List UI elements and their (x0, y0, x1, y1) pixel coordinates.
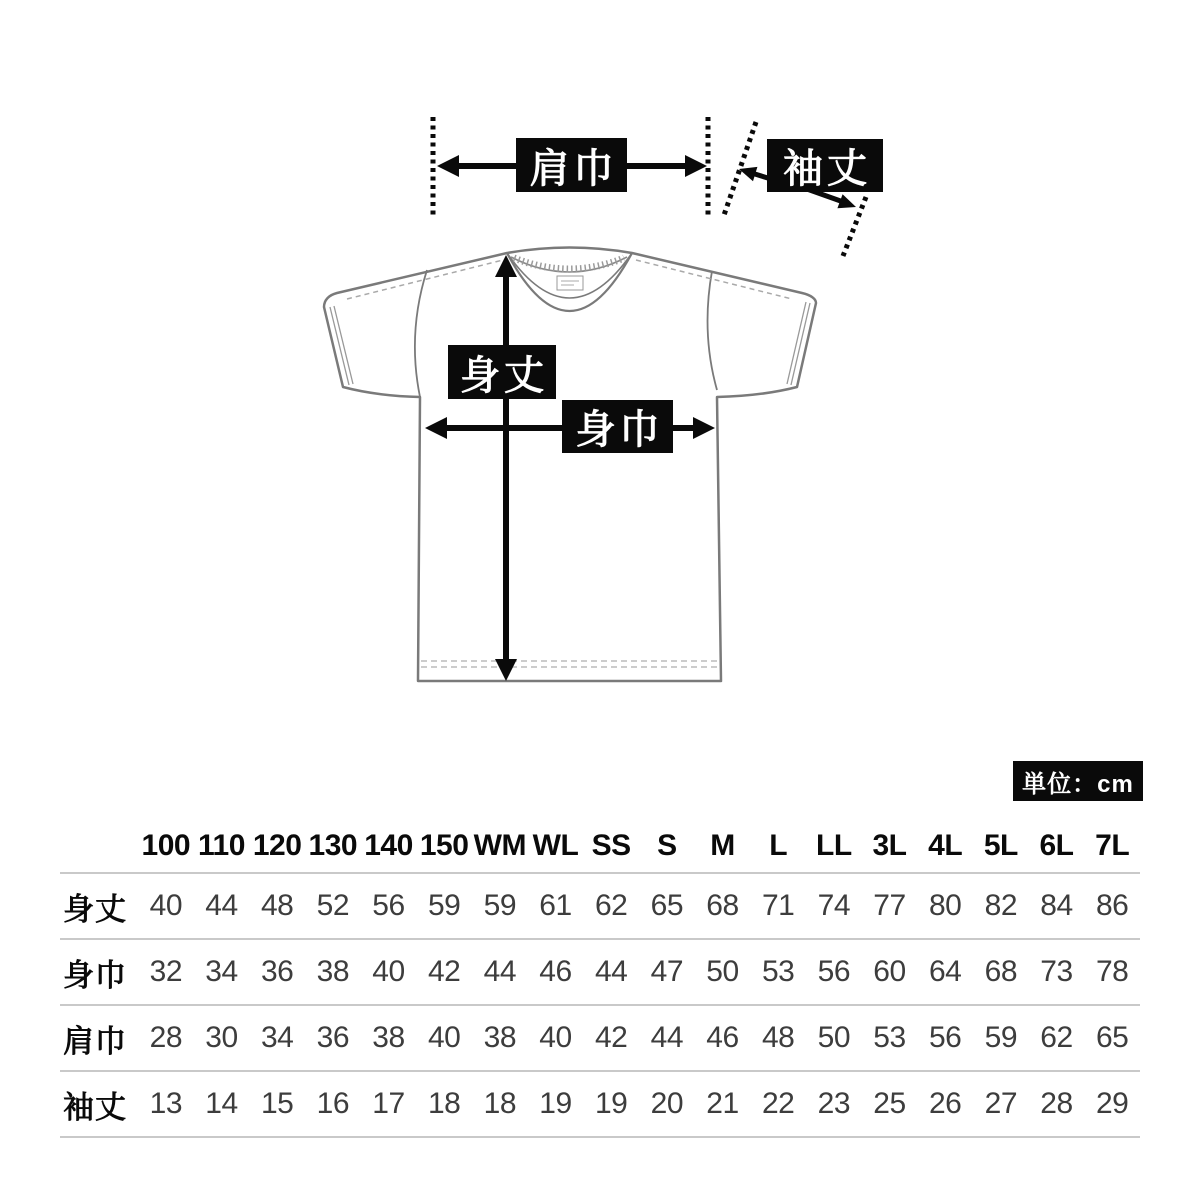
size-value: 50 (706, 955, 739, 988)
size-value: 34 (205, 955, 238, 988)
size-value: 86 (1095, 889, 1129, 922)
size-value: 16 (316, 1087, 350, 1120)
size-value: 78 (1095, 955, 1129, 988)
size-value: 38 (372, 1021, 405, 1054)
brand-neck-label (557, 276, 583, 290)
size-value: 71 (761, 889, 795, 922)
size-value: 42 (427, 955, 461, 988)
shoulder-width-label: 肩巾 (516, 138, 627, 192)
size-value: 28 (149, 1021, 183, 1054)
size-value: 68 (706, 889, 739, 922)
size-value: 13 (149, 1087, 183, 1120)
column-header: 3L (872, 829, 907, 862)
size-value: 46 (539, 955, 572, 988)
size-value: 44 (483, 955, 517, 988)
shoulder-arrowhead-left (437, 155, 459, 177)
size-value: 56 (817, 955, 851, 988)
size-value: 32 (149, 955, 183, 988)
size-value: 50 (817, 1021, 851, 1054)
size-value: 17 (372, 1087, 405, 1120)
size-value: 36 (260, 955, 294, 988)
column-header: L (769, 829, 788, 862)
size-value: 19 (539, 1087, 572, 1120)
sleeve-arrowhead-lower (837, 194, 856, 208)
size-value: 38 (316, 955, 350, 988)
size-value: 40 (539, 1021, 572, 1054)
size-value: 47 (650, 955, 684, 988)
size-value: 48 (260, 889, 294, 922)
size-value: 14 (205, 1087, 238, 1120)
body-length-label: 身丈 (448, 345, 556, 399)
row-label: 肩巾 (63, 1023, 127, 1059)
row-label: 身巾 (63, 957, 127, 993)
size-value: 29 (1095, 1087, 1129, 1120)
size-value: 44 (650, 1021, 684, 1054)
size-value: 73 (1040, 955, 1073, 988)
table-row (60, 1004, 1140, 1070)
size-value: 23 (817, 1087, 851, 1120)
table-row (60, 1070, 1140, 1136)
column-header: LL (816, 829, 852, 862)
size-value: 42 (594, 1021, 628, 1054)
column-header: 140 (364, 829, 413, 862)
size-value: 38 (483, 1021, 517, 1054)
size-value: 27 (984, 1087, 1018, 1120)
size-value: 74 (817, 889, 851, 922)
size-value: 52 (316, 889, 350, 922)
column-header: SS (591, 829, 631, 862)
size-value: 26 (928, 1087, 962, 1120)
size-value: 59 (483, 889, 517, 922)
column-header: M (710, 829, 735, 862)
column-header: 130 (308, 829, 358, 862)
size-value: 44 (205, 889, 238, 922)
size-value: 53 (873, 1021, 906, 1054)
column-header: 150 (419, 829, 469, 862)
size-value: 56 (928, 1021, 962, 1054)
row-label: 袖丈 (63, 1089, 127, 1125)
size-value: 65 (650, 889, 684, 922)
tshirt-drawing (324, 248, 816, 682)
size-value: 82 (984, 889, 1018, 922)
size-value: 64 (928, 955, 962, 988)
size-value: 19 (594, 1087, 628, 1120)
body-length-arrow-shaft (503, 270, 509, 666)
size-value: 36 (316, 1021, 350, 1054)
shoulder-arrowhead-right (685, 155, 707, 177)
size-value: 34 (260, 1021, 294, 1054)
column-header: WL (532, 829, 579, 862)
size-value: 21 (706, 1087, 739, 1120)
row-label: 身丈 (63, 891, 127, 927)
size-value: 62 (1040, 1021, 1073, 1054)
size-value: 77 (873, 889, 906, 922)
size-value: 60 (873, 955, 906, 988)
size-value: 84 (1040, 889, 1073, 922)
column-header: 120 (252, 829, 302, 862)
corner-cell (60, 820, 138, 872)
column-header: 5L (983, 829, 1018, 862)
size-value: 18 (427, 1087, 461, 1120)
size-value: 62 (594, 889, 628, 922)
column-header: 6L (1039, 829, 1074, 862)
size-value: 22 (761, 1087, 795, 1120)
size-value: 40 (149, 889, 183, 922)
column-header: S (657, 829, 677, 862)
size-value: 61 (539, 889, 572, 922)
column-header: 100 (141, 829, 191, 862)
size-value: 40 (372, 955, 405, 988)
table-header-row (60, 820, 1140, 872)
size-value: 25 (873, 1087, 906, 1120)
size-value: 46 (706, 1021, 739, 1054)
column-header: 110 (198, 829, 245, 862)
column-header: 4L (928, 829, 963, 862)
unit-label: 単位：cm (1013, 761, 1143, 801)
size-value: 28 (1040, 1087, 1073, 1120)
size-value: 44 (594, 955, 628, 988)
size-value: 48 (761, 1021, 795, 1054)
size-value: 30 (205, 1021, 238, 1054)
column-header: 7L (1095, 829, 1130, 862)
size-value: 40 (427, 1021, 461, 1054)
column-header: WM (473, 829, 526, 862)
size-value: 65 (1095, 1021, 1129, 1054)
table-row (60, 872, 1140, 938)
size-value: 56 (372, 889, 405, 922)
size-value: 68 (984, 955, 1018, 988)
size-value: 80 (928, 889, 962, 922)
sleeve-arrowhead-upper (739, 167, 757, 181)
tshirt-body-outline (324, 248, 816, 682)
body-width-label: 身巾 (562, 400, 673, 453)
size-value: 59 (984, 1021, 1018, 1054)
size-value: 20 (650, 1087, 684, 1120)
size-table (60, 820, 1140, 1138)
size-value: 15 (260, 1087, 294, 1120)
sleeve-length-label: 袖丈 (767, 139, 883, 192)
size-value: 59 (427, 889, 461, 922)
size-value: 53 (761, 955, 795, 988)
size-value: 18 (483, 1087, 517, 1120)
table-row (60, 938, 1140, 1004)
